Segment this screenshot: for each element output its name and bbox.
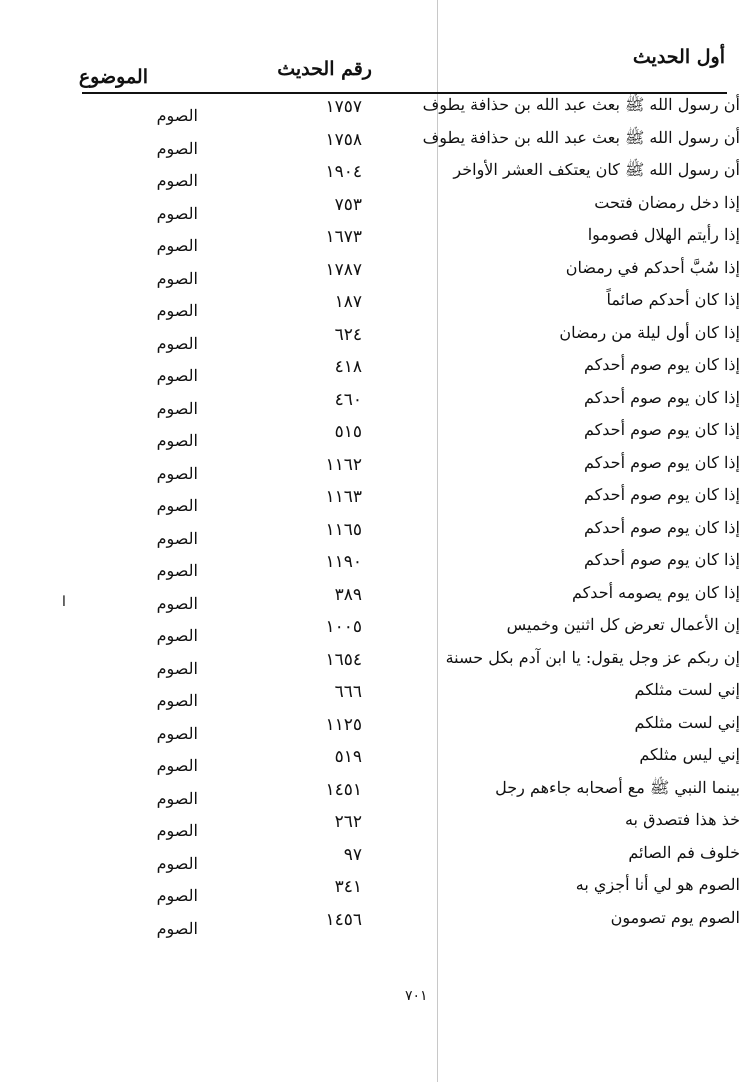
table-row	[0, 775, 755, 808]
topic-cell: الصوم	[156, 723, 198, 743]
table-row	[0, 417, 755, 450]
hadith-number-cell: ٩٧	[343, 844, 362, 865]
table-header	[0, 38, 755, 98]
hadith-number-cell: ٥١٩	[334, 747, 362, 767]
topic-cell: الصوم	[156, 398, 198, 418]
topic-cell: الصوم	[156, 431, 198, 450]
hadith-number-cell: ١٨٧	[334, 292, 362, 312]
hadith-beginning-cell: الصوم يوم تصومون	[610, 907, 740, 927]
topic-cell: الصوم	[156, 853, 198, 873]
hadith-number-cell: ١١٦٢	[325, 454, 362, 475]
topic-cell: الصوم	[156, 138, 198, 158]
topic-cell: الصوم	[156, 463, 198, 483]
topic-cell: الصوم	[156, 496, 198, 515]
hadith-number-cell: ١٧٨٧	[325, 259, 362, 280]
hadith-beginning-cell: إذا سُبَّ أحدكم في رمضان	[565, 257, 740, 277]
hadith-number-cell: ١٤٥٦	[325, 909, 362, 930]
table-row	[0, 580, 755, 613]
table-row	[0, 710, 755, 743]
topic-cell: الصوم	[156, 918, 198, 938]
hadith-beginning-cell: إني لست مثلكم	[634, 680, 740, 699]
header-hadith-number: رقم الحديث	[277, 58, 372, 80]
table-row	[0, 645, 755, 678]
hadith-beginning-cell: إذا كان يوم صوم أحدكم	[584, 387, 740, 407]
table-row	[0, 450, 755, 483]
hadith-number-cell: ٥١٥	[334, 422, 362, 442]
hadith-number-cell: ١١٦٥	[325, 519, 362, 540]
table-row	[0, 92, 755, 125]
table-row	[0, 222, 755, 255]
hadith-number-cell: ٦٦٦	[334, 682, 362, 702]
hadith-beginning-cell: بينما النبي ﷺ مع أصحابه جاءهم رجل	[495, 777, 740, 797]
topic-cell: الصوم	[156, 756, 198, 775]
hadith-beginning-cell: خلوف فم الصائم	[628, 842, 740, 862]
hadith-number-cell: ٧٥٣	[334, 194, 362, 215]
table-row	[0, 612, 755, 645]
page-number: ٧٠١	[405, 988, 428, 1004]
hadith-beginning-cell: إني ليس مثلكم	[639, 745, 740, 764]
hadith-number-cell: ١٧٥٨	[325, 129, 362, 150]
hadith-beginning-cell: إذا كان يوم صوم أحدكم	[584, 452, 740, 472]
topic-cell: الصوم	[156, 561, 198, 580]
table-row	[0, 125, 755, 158]
topic-cell: الصوم	[156, 301, 198, 320]
table-row	[0, 255, 755, 288]
hadith-beginning-cell: إذا كان يوم يصومه أحدكم	[572, 582, 740, 602]
hadith-beginning-cell: إذا دخل رمضان فتحت	[594, 192, 740, 212]
hadith-beginning-cell: الصوم هو لي أنا أجزي به	[575, 875, 740, 894]
hadith-number-cell: ١١٩٠	[325, 552, 362, 572]
table-row	[0, 157, 755, 190]
topic-cell: الصوم	[156, 691, 198, 710]
topic-cell: الصوم	[156, 528, 198, 548]
hadith-beginning-cell: إذا كان يوم صوم أحدكم	[584, 517, 740, 537]
table-row	[0, 742, 755, 775]
topic-cell: الصوم	[156, 333, 198, 353]
table-row	[0, 677, 755, 710]
table-row	[0, 547, 755, 580]
hadith-beginning-cell: أن رسول الله ﷺ بعث عبد الله بن حذافة يطوف	[422, 95, 740, 114]
hadith-number-cell: ١٠٠٥	[325, 617, 362, 637]
hadith-number-cell: ٤٦٠	[334, 389, 362, 410]
header-topic: الموضوع	[78, 66, 148, 88]
hadith-number-cell: ١١٦٣	[325, 487, 362, 507]
hadith-beginning-cell: إذا كان أحدكم صائماً	[606, 290, 740, 309]
table-row	[0, 385, 755, 418]
hadith-number-cell: ١١٢٥	[325, 714, 362, 735]
table-row	[0, 287, 755, 320]
topic-cell: الصوم	[156, 366, 198, 385]
hadith-number-cell: ٣٤١	[334, 877, 362, 897]
topic-cell: الصوم	[156, 268, 198, 288]
hadith-beginning-cell: إذا رأيتم الهلال فصوموا	[587, 225, 740, 244]
topic-cell: الصوم	[156, 788, 198, 808]
hadith-number-cell: ١٧٥٧	[325, 97, 362, 117]
hadith-index-table	[0, 92, 755, 937]
table-row	[0, 905, 755, 938]
hadith-beginning-cell: إني لست مثلكم	[634, 712, 740, 732]
topic-cell: الصوم	[156, 203, 198, 223]
hadith-number-cell: ١٤٥١	[325, 779, 362, 800]
hadith-beginning-cell: إذا كان يوم صوم أحدكم	[584, 355, 740, 374]
hadith-beginning-cell: إن الأعمال تعرض كل اثنين وخميس	[506, 615, 740, 634]
topic-cell: الصوم	[156, 821, 198, 840]
table-row	[0, 807, 755, 840]
hadith-beginning-cell: إذا كان يوم صوم أحدكم	[584, 550, 740, 569]
hadith-number-cell: ١٦٥٤	[325, 649, 362, 670]
header-hadith-beginning: أول الحديث	[632, 46, 725, 68]
hadith-number-cell: ١٩٠٤	[325, 162, 362, 182]
hadith-beginning-cell: أن رسول الله ﷺ كان يعتكف العشر الأواخر	[453, 160, 740, 179]
table-row	[0, 190, 755, 223]
topic-cell: الصوم	[156, 886, 198, 905]
hadith-beginning-cell: أن رسول الله ﷺ بعث عبد الله بن حذافة يطوف	[422, 127, 740, 147]
table-row	[0, 515, 755, 548]
hadith-beginning-cell: إذا كان يوم صوم أحدكم	[584, 485, 740, 504]
margin-mark: ا	[62, 594, 66, 610]
table-row	[0, 352, 755, 385]
hadith-number-cell: ٢٦٢	[334, 812, 362, 832]
hadith-beginning-cell: إذا كان أول ليلة من رمضان	[559, 322, 740, 342]
table-row	[0, 840, 755, 873]
topic-cell: الصوم	[156, 626, 198, 645]
topic-cell: الصوم	[156, 593, 198, 613]
hadith-beginning-cell: إذا كان يوم صوم أحدكم	[584, 420, 740, 439]
topic-cell: الصوم	[156, 106, 198, 125]
hadith-number-cell: ٤١٨	[334, 357, 362, 377]
table-row	[0, 482, 755, 515]
hadith-beginning-cell: إن ربكم عز وجل يقول: يا ابن آدم بكل حسنة	[445, 647, 740, 667]
topic-cell: الصوم	[156, 658, 198, 678]
topic-cell: الصوم	[156, 171, 198, 190]
hadith-beginning-cell: خذ هذا فتصدق به	[624, 810, 740, 829]
topic-cell: الصوم	[156, 236, 198, 255]
hadith-number-cell: ٦٢٤	[334, 324, 362, 345]
table-row	[0, 320, 755, 353]
hadith-number-cell: ١٦٧٣	[325, 227, 362, 247]
table-row	[0, 872, 755, 905]
hadith-number-cell: ٣٨٩	[334, 584, 362, 605]
